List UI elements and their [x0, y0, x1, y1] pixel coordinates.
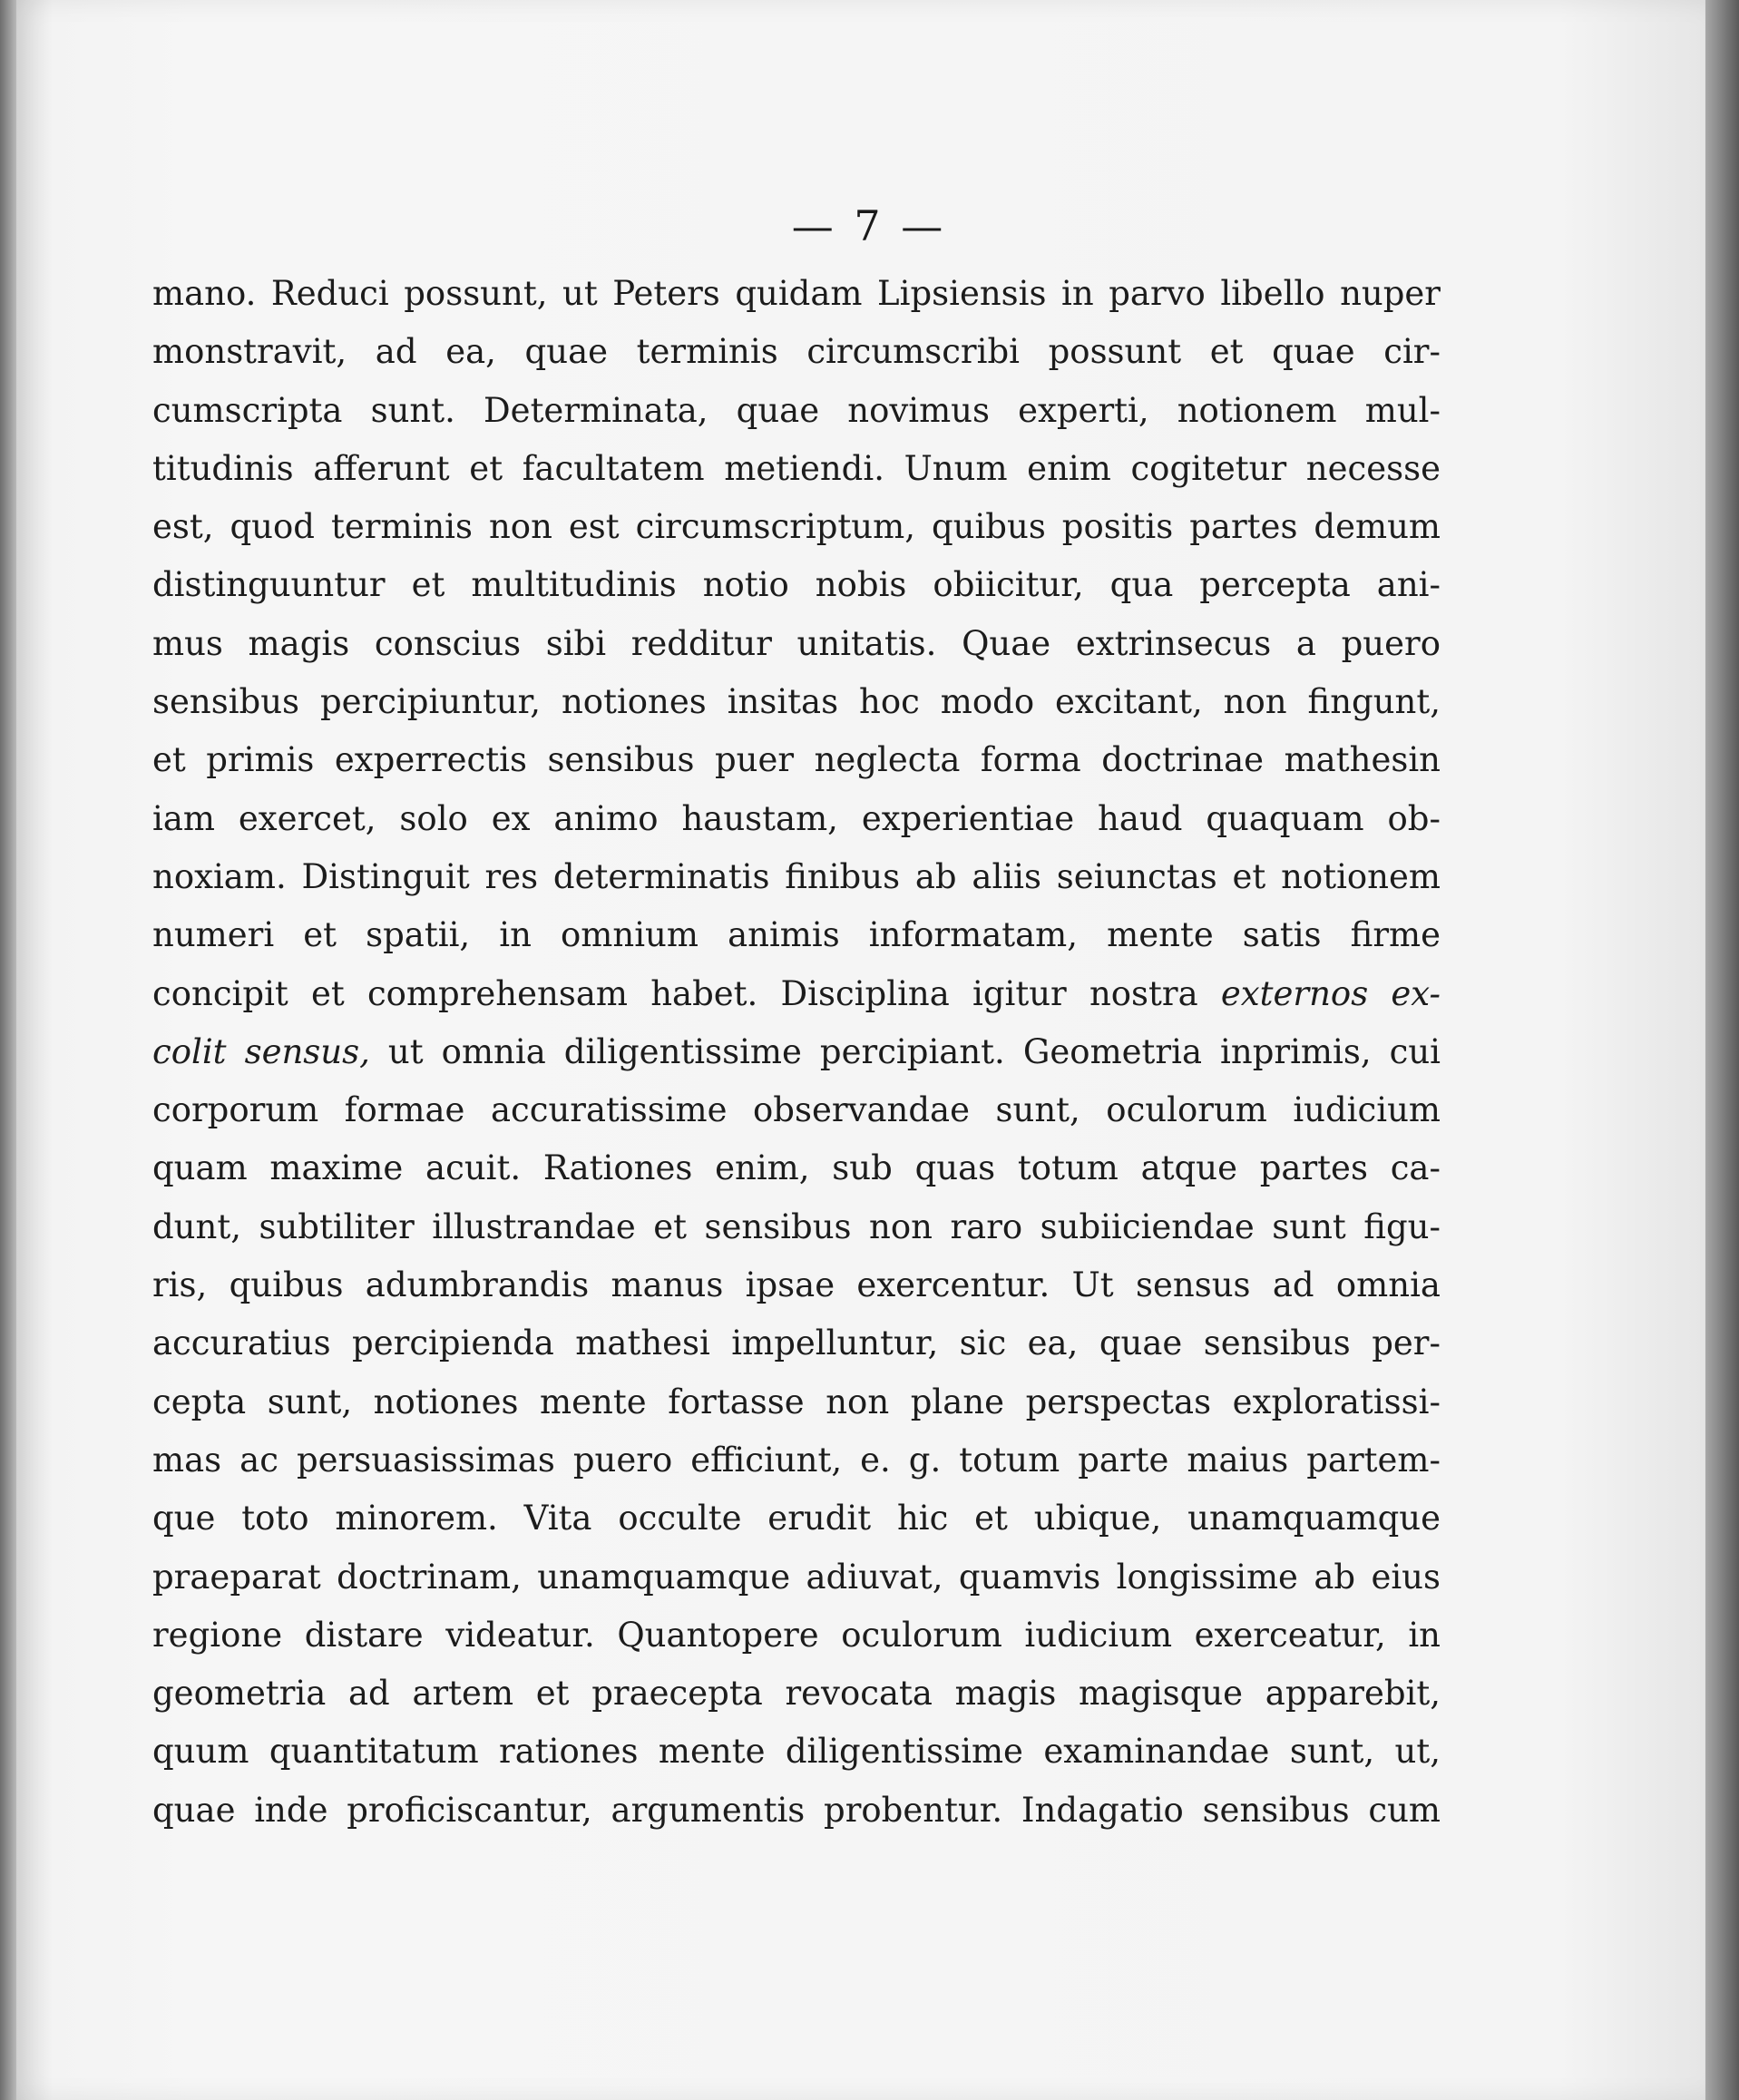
italic-phrase: externos ex- — [1220, 973, 1441, 1013]
text-line: est, quod terminis non est circumscriptum, quibus positis partes demum — [152, 507, 1441, 547]
page-number: — 7 — — [791, 201, 947, 250]
text-line: cumscripta sunt. Determinata, quae novimus experti, notionem mul- — [152, 390, 1441, 430]
book-edge-right — [1705, 0, 1739, 2100]
text-line: quae inde proficiscantur, argumentis probentur. Indagatio sensibus cum — [152, 1790, 1441, 1830]
text-line: corporum formae accuratissime observandae sunt, oculorum iudicium — [152, 1090, 1441, 1130]
text-line: titudinis afferunt et facultatem metiendi. Unum enim cogitetur necesse — [152, 448, 1441, 488]
text-line: noxiam. Distinguit res determinatis finibus ab aliis seiunctas et notionem — [152, 856, 1441, 896]
text-line: monstravit, ad ea, quae terminis circumscribi possunt et quae cir- — [152, 332, 1441, 372]
text-line-with-italic — [152, 1023, 1441, 1081]
text-line: cepta sunt, notiones mente fortasse non plane perspectas exploratissi- — [152, 1382, 1441, 1421]
italic-phrase: colit sensus, — [152, 1031, 370, 1071]
book-gutter-left — [0, 0, 16, 2100]
text-line: et primis experrectis sensibus puer neglecta forma doctrinae mathesin — [152, 740, 1441, 780]
text-line-with-italic — [152, 965, 1441, 1023]
text-line: mas ac persuasissimas puero efficiunt, e. g. totum parte maius partem- — [152, 1440, 1441, 1480]
text-line: sensibus percipiuntur, notiones insitas hoc modo excitant, non fingunt, — [152, 682, 1441, 722]
text-line: geometria ad artem et praecepta revocata magis magisque apparebit, — [152, 1674, 1441, 1714]
text-line: accuratius percipienda mathesi impelluntur, sic ea, quae sensibus per- — [152, 1323, 1441, 1363]
text-segment: ut omnia diligentissime percipiant. Geometria inprimis, cui — [369, 1031, 1441, 1071]
text-line: mano. Reduci possunt, ut Peters quidam Lipsiensis in parvo libello nuper — [152, 274, 1441, 313]
book-page — [16, 0, 1722, 2100]
text-line: dunt, subtiliter illustrandae et sensibus non raro subiiciendae sunt figu- — [152, 1206, 1441, 1246]
text-line: numeri et spatii, in omnium animis informatam, mente satis firme — [152, 915, 1441, 955]
text-segment: concipit et comprehensam habet. Disciplina igitur nostra — [152, 973, 1221, 1013]
text-line: mus magis conscius sibi redditur unitatis. Quae extrinsecus a puero — [152, 623, 1441, 663]
text-line: que toto minorem. Vita occulte erudit hic et ubique, unamquamque — [152, 1499, 1441, 1538]
text-line: ris, quibus adumbrandis manus ipsae exercentur. Ut sensus ad omnia — [152, 1265, 1441, 1305]
text-line: quam maxime acuit. Rationes enim, sub quas totum atque partes ca- — [152, 1148, 1441, 1188]
text-line: iam exercet, solo ex animo haustam, experientiae haud quaquam ob- — [152, 798, 1441, 838]
text-line: praeparat doctrinam, unamquamque adiuvat, quamvis longissime ab eius — [152, 1557, 1441, 1597]
body-text — [152, 265, 1441, 1840]
text-line: quum quantitatum rationes mente diligentissime examinandae sunt, ut, — [152, 1732, 1441, 1772]
text-line: distinguuntur et multitudinis notio nobis obiicitur, qua percepta ani- — [152, 565, 1441, 605]
text-line: regione distare videatur. Quantopere oculorum iudicium exerceatur, in — [152, 1615, 1441, 1655]
